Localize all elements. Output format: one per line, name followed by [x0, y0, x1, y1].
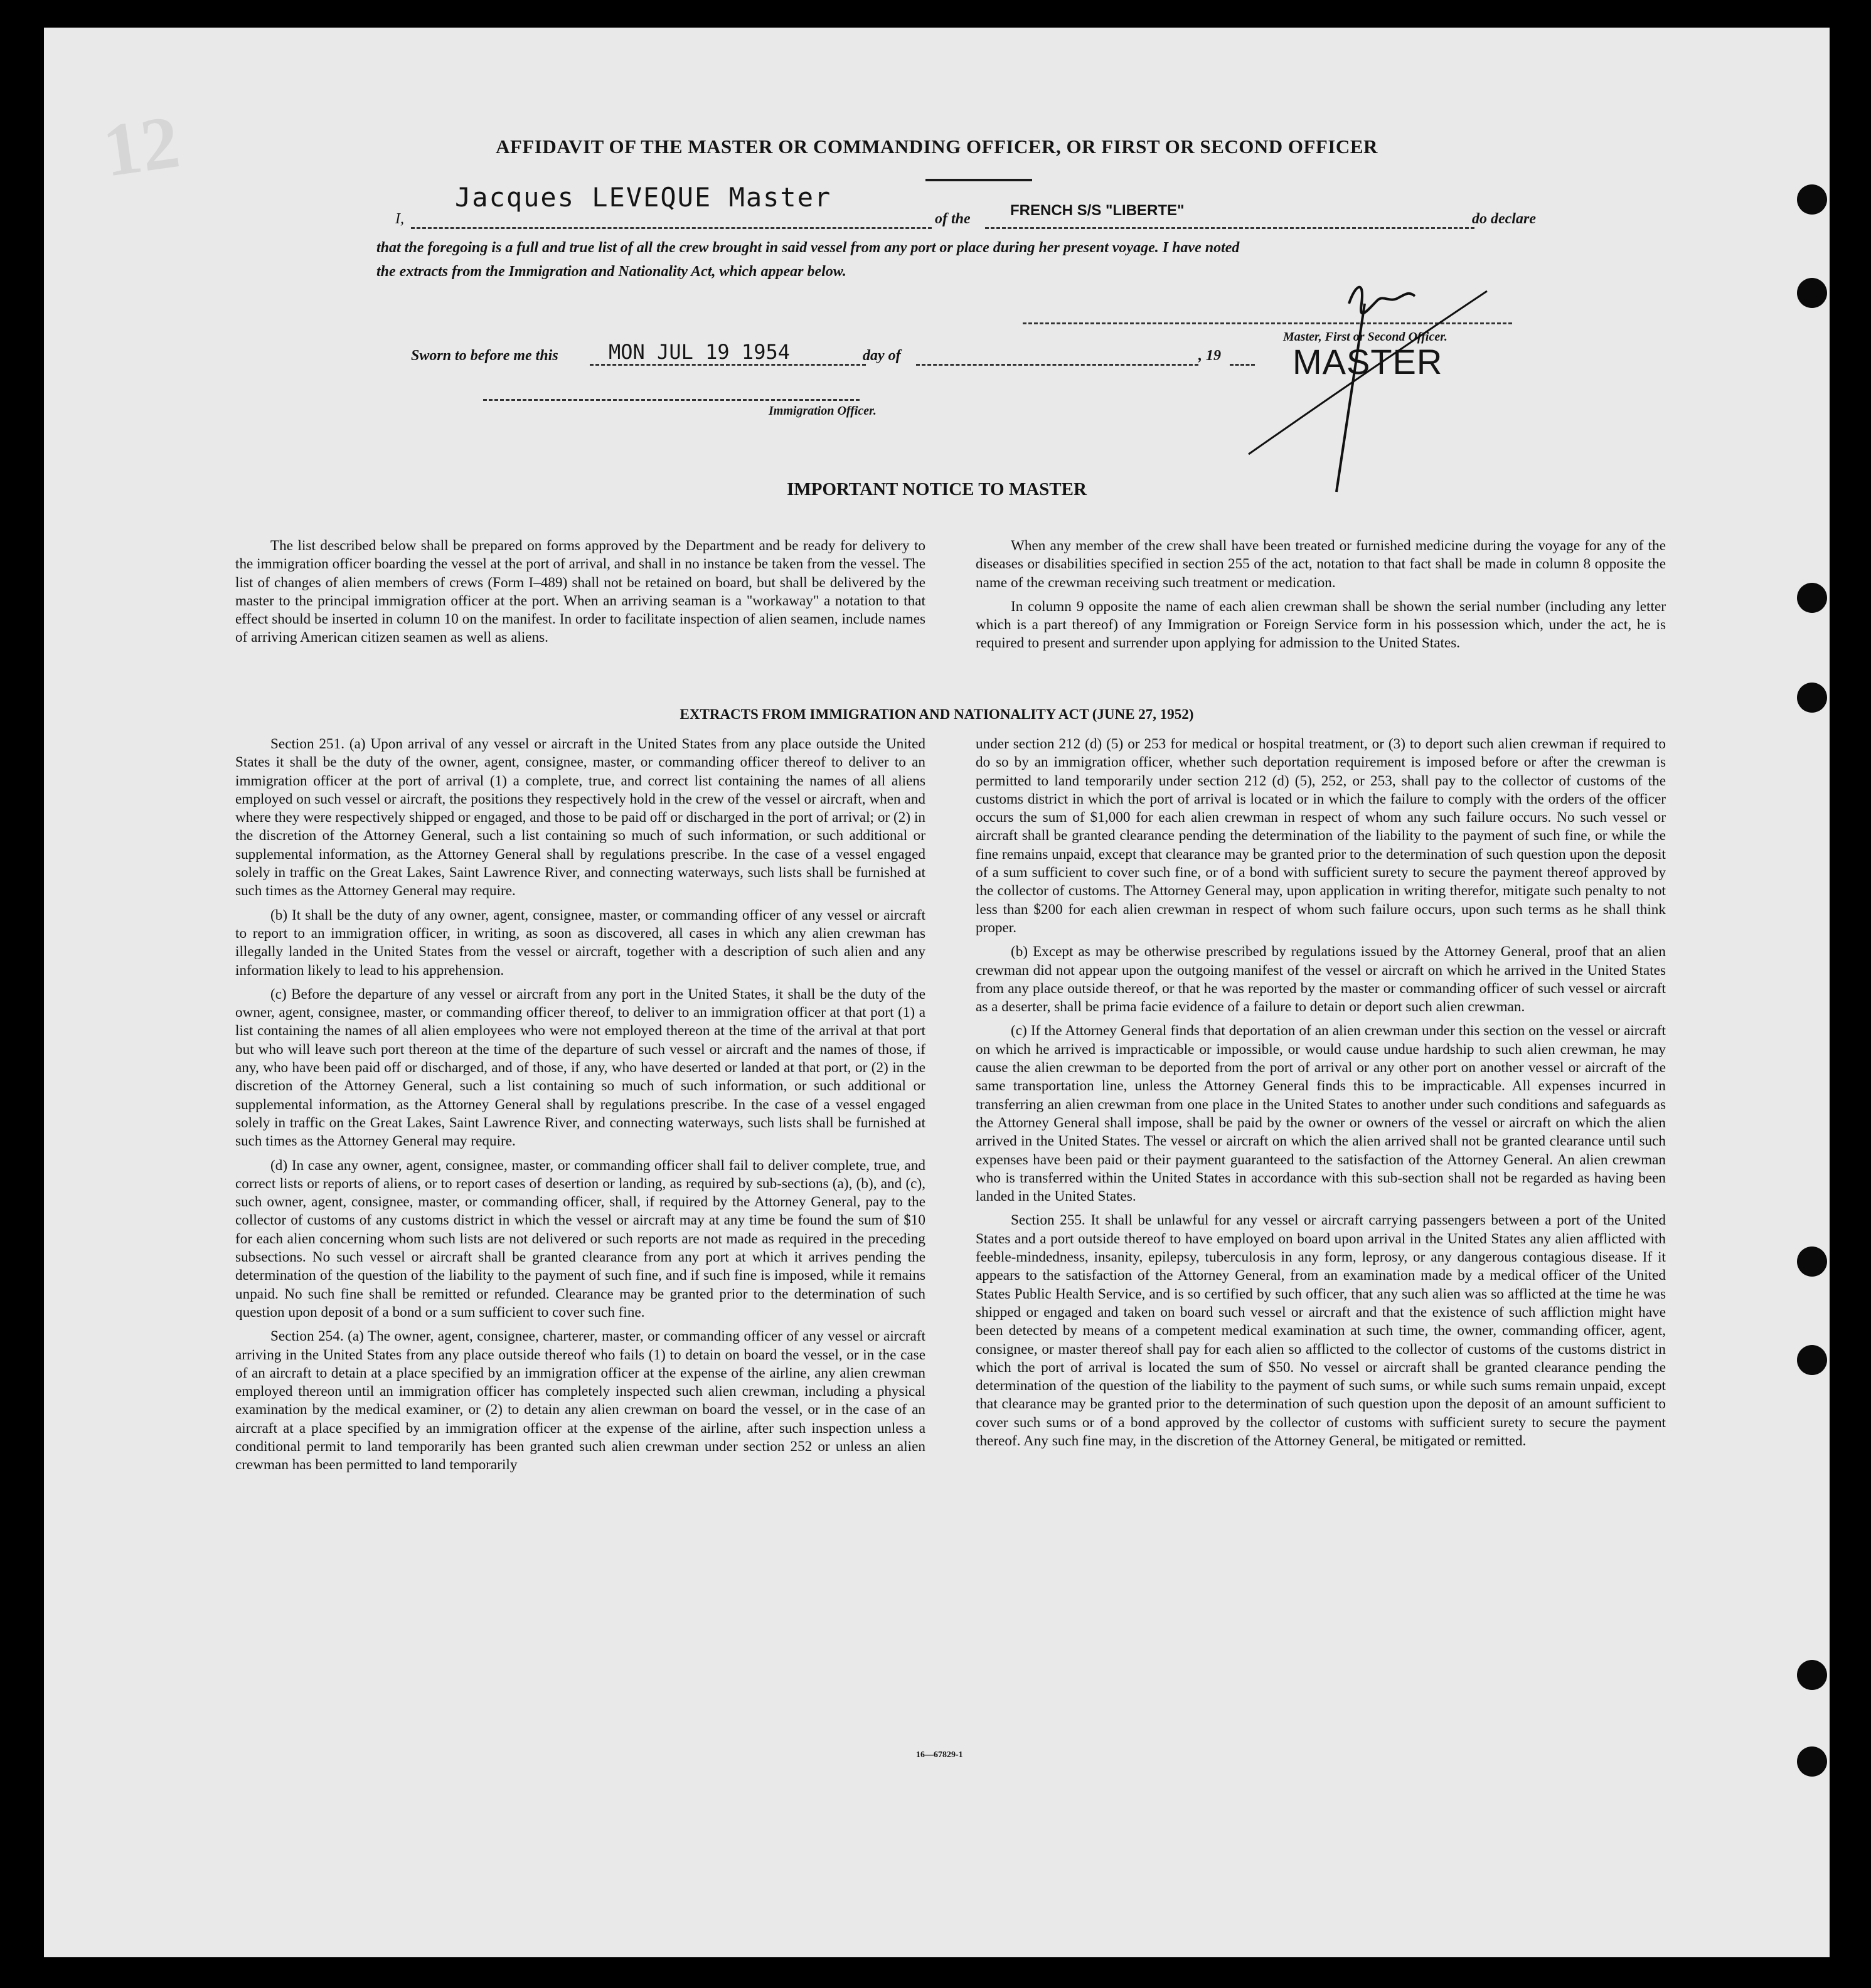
extracts-right-column: [976, 735, 1666, 1456]
immigration-caption: Immigration Officer.: [769, 404, 877, 418]
notice-right-paragraph: In column 9 opposite the name of each alien crewman shall be shown the serial number (including any letter which is a part thereof) of any Immigration or Foreign Service form in his possession which, under the act, he is required to present and surrender upon applying for admission to the United States.: [976, 598, 1666, 652]
year-prefix: , 19: [1198, 348, 1221, 364]
punch-hole: [1797, 1345, 1827, 1375]
affidavit-title: AFFIDAVIT OF THE MASTER OR COMMANDING OFFICER, OR FIRST OR SECOND OFFICER: [496, 136, 1378, 157]
sworn-label: Sworn to before me this: [411, 348, 558, 364]
extracts-title: EXTRACTS FROM IMMIGRATION AND NATIONALITY ACT (JUNE 27, 1952): [680, 706, 1194, 722]
punch-hole: [1797, 583, 1827, 613]
vessel-name: FRENCH S/S "LIBERTE": [1010, 202, 1185, 219]
declaration-line-2: the extracts from the Immigration and Nationality Act, which appear below.: [376, 263, 846, 280]
master-stamp: MASTER: [1293, 342, 1443, 381]
officer-caption: Master, First or Second Officer.: [1283, 330, 1447, 344]
i-label: I,: [395, 211, 404, 227]
document-page: [44, 28, 1830, 1957]
section-254a-cont: under section 212 (d) (5) or 253 for medical or hospital treatment, or (3) to deport such alien crewman if required to do so by an immigration officer, whether such deportation requirement is imposed before or after the crewman is permitted to land temporarily under section 212 (d) (5), 252, or 253, shall pay to the collector of customs of the customs district in which the port of arrival is located or in which the failure to comply with the orders of the officer occurs the sum of $1,000 for each alien crewman in respect of whom any such failure occurs. No such vessel or aircraft shall be granted clearance pending the determination of the liability to the payment of such fine, or while the fine remains unpaid, except that clearance may be granted prior to the determination of such question upon the deposit of a sum sufficient to cover such fine, or of a bond with sufficient surety to secure the payment thereof approved by the collector of customs. The Attorney General may, upon application in writing therefor, mitigate such penalty to not less than $200 for each alien crewman in respect of whom such failure occurs, upon such terms as he shall think proper.: [976, 736, 1666, 936]
punch-hole: [1797, 278, 1827, 308]
declaration-line-1: that the foregoing is a full and true list of all the crew brought in said vessel from any port or place during her present voyage. I have noted: [376, 240, 1240, 256]
master-name: Jacques LEVEQUE Master: [455, 182, 832, 213]
section-255: Section 255. It shall be unlawful for any vessel or aircraft carrying passengers between a port of the United States and a port outside thereof to have employed on board upon arrival in the United States any alien afflicted with feeble-mindedness, insanity, epilepsy, tuberculosis in any form, leprosy, or any dangerous contagious disease. If it appears to the satisfaction of the Attorney General, from an examination made by a medical officer of the United States Public Health Service, and is so certified by such officer, that any such alien was so afflicted at the time he was shipped or engaged and taken on board such vessel or aircraft and that the existence of such affliction might have been detected by means of a competent medical examination at such time, the owner, commanding officer, agent, consignee, or master thereof shall pay for each alien so afflicted to the collector of customs of the customs district in which the port of arrival is located the sum of $50. No vessel or aircraft shall be granted clearance pending the determination of the question of the liability to the payment of such sums, or while such sums remain unpaid, except that clearance may be granted prior to the determination of such question upon the deposit of an amount sufficient to cover such sums or of a bond approved by the collector of customs with sufficient surety to secure the payment thereof. Any such fine may, in the discretion of the Attorney General, be mitigated or remitted.: [976, 1212, 1666, 1449]
punch-hole: [1797, 1660, 1827, 1690]
section-251b: (b) It shall be the duty of any owner, agent, consignee, master, or commanding officer of any vessel or aircraft to report to an immigration officer, in writing, as soon as discovered, all cases in which any alien crewman has illegally landed in the United States from the vessel or aircraft, together with a description of such alien and any information likely to lead to his apprehension.: [235, 906, 925, 979]
year-line: [1230, 364, 1255, 366]
sworn-date-line: [590, 364, 866, 366]
title-divider: [925, 179, 1032, 181]
form-code: 16—67829-1: [916, 1750, 963, 1760]
do-declare-label: do declare: [1472, 211, 1536, 227]
bleed-through-mark: 12: [98, 99, 184, 193]
punch-hole: [1797, 184, 1827, 215]
day-of-label: day of: [863, 348, 901, 364]
section-251c: (c) Before the departure of any vessel or aircraft from any port in the United States, it shall be the duty of the owner, agent, consignee, master, or commanding officer thereof, to deliver to an immigration officer at that port (1) a list containing the names of all alien employees who were not employed thereon at the time of the arrival at that port but who will leave such port thereon at the time of the departure of such vessel or aircraft and the names of those, if any, who have been paid off or discharged, and of those, if any, who have deserted or landed at that port, or (2) in the discretion of the Attorney General, such a list containing so much of such information, or such additional or supplemental information, as the Attorney General shall by regulations prescribe. In the case of a vessel engaged solely in traffic on the Great Lakes, Saint Lawrence River, and connecting waterways, such lists shall be furnished at such times as the Attorney General may require.: [235, 986, 925, 1150]
sworn-date: MON JUL 19 1954: [609, 340, 790, 364]
notice-left-paragraph: The list described below shall be prepared on forms approved by the Department and be ready for delivery to the immigration officer boarding the vessel at the port of arrival, and shall in no instance be taken from the vessel. The list of changes of alien members of crews (Form I–489) shall not be retained on board, but shall be delivered by the master to the principal immigration officer at the port. When an arriving seaman is a "workaway" a notation to that effect should be inserted in column 10 on the manifest. In order to facilitate inspection of alien seamen, include names of arriving American citizen seamen as well as aliens.: [235, 538, 925, 646]
punch-hole: [1797, 1746, 1827, 1777]
notice-right-column: [976, 537, 1666, 659]
of-the-label: of the: [935, 211, 971, 227]
notice-right-paragraph: When any member of the crew shall have been treated or furnished medicine during the voyage for any of the diseases or disabilities specified in section 255 of the act, notation to that fact shall be made in column 8 opposite the name of the crewman receiving such treatment or medication.: [976, 538, 1666, 591]
section-251d: (d) In case any owner, agent, consignee, master, or commanding officer shall fail to deliver complete, true, and correct lists or reports of aliens, or to report cases of desertion or landing, as required by sub-sections (a), (b), and (c), such owner, agent, consignee, master, or commanding officer, shall, if required by the Attorney General, pay to the collector of customs of any customs district in which the vessel or aircraft may at any time be found the sum of $10 for each alien concerning whom such lists are not delivered or such reports are not made as required in the preceding subsections. No such vessel or aircraft shall be granted clearance from any port at which it arrives pending the determination of the question of the liability to the payment of such fine, and if such fine is imposed, while it remains unpaid. No such fine shall be remitted or refunded. Clearance may be granted prior to the determination of such question upon deposit of a bond or a sum sufficient to cover such fine.: [235, 1157, 925, 1321]
section-254c: (c) If the Attorney General finds that deportation of an alien crewman under this section on the vessel or aircraft on which he arrived is impracticable or impossible, or would cause undue hardship to such alien crewman, he may cause the alien crewman to be deported from the port of arrival or any other port on another vessel or aircraft of the same transportation line, unless the Attorney General finds this to be impracticable. All expenses incurred in transferring an alien crewman from one place in the United States to another under such conditions and safeguards as the Attorney General shall impose, shall be paid by the owner or owners of the vessel or aircraft on which the alien arrived in the United States. The vessel or aircraft on which the alien arrived shall not be granted clearance until such expenses have been paid or their payment guaranteed to the satisfaction of the Attorney General. An alien crewman who is transferred within the United States in accordance with this sub-section shall not be regarded as having been landed in the United States.: [976, 1023, 1666, 1205]
section-254a: Section 254. (a) The owner, agent, consignee, charterer, master, or commanding officer of any vessel or aircraft arriving in the United States from any place outside thereof who fails (1) to detain on board the vessel, or in the case of an aircraft to detain at a place specified by an immigration officer at the expense of the airline, any alien crewman employed thereon until an immigration officer has completely inspected such alien crewman, including a physical examination by the medical examiner, or (2) to detain any alien crewman on board the vessel, or in the case of an aircraft at a place specified by an immigration officer at the expense of the airline, after such inspection unless a conditional permit to land temporarily has been granted such alien crewman under section 252 or unless an alien crewman has been permitted to land temporarily: [235, 1328, 925, 1474]
notice-title: IMPORTANT NOTICE TO MASTER: [787, 479, 1087, 499]
notice-left-column: [235, 537, 925, 653]
section-251a: Section 251. (a) Upon arrival of any vessel or aircraft in the United States from any place outside the United States it shall be the duty of the owner, agent, consignee, master, or commanding officer thereof to deliver to an immigration officer at the port of arrival (1) a complete, true, and correct list containing the names of all aliens employed on such vessel or aircraft, the positions they respectively hold in the crew of the vessel or aircraft, when and where they were respectively shipped or engaged, and those to be paid off or discharged in the port of arrival; or (2) in the discretion of the Attorney General, such a list containing so much of such information, or such additional or supplemental information, as the Attorney General shall by regulations prescribe. In the case of a vessel engaged solely in traffic on the Great Lakes, Saint Lawrence River, and connecting waterways, such lists shall be furnished at such times as the Attorney General may require.: [235, 736, 925, 900]
extracts-left-column: [235, 735, 925, 1480]
section-254b: (b) Except as may be otherwise prescribed by regulations issued by the Attorney General, proof that an alien crewman did not appear upon the outgoing manifest of the vessel or aircraft on which he arrived in the United States from any place outside thereof, or that he was reported by the master or commanding officer of such vessel or aircraft as a deserter, shall be prima facie evidence of a failure to detain or deport such alien crewman.: [976, 944, 1666, 1016]
vessel-line: [985, 227, 1474, 229]
master-name-line: [411, 227, 932, 229]
month-line: [916, 364, 1198, 366]
immigration-officer-line: [483, 399, 860, 401]
punch-hole: [1797, 1246, 1827, 1277]
handwritten-signature: [1236, 266, 1500, 504]
